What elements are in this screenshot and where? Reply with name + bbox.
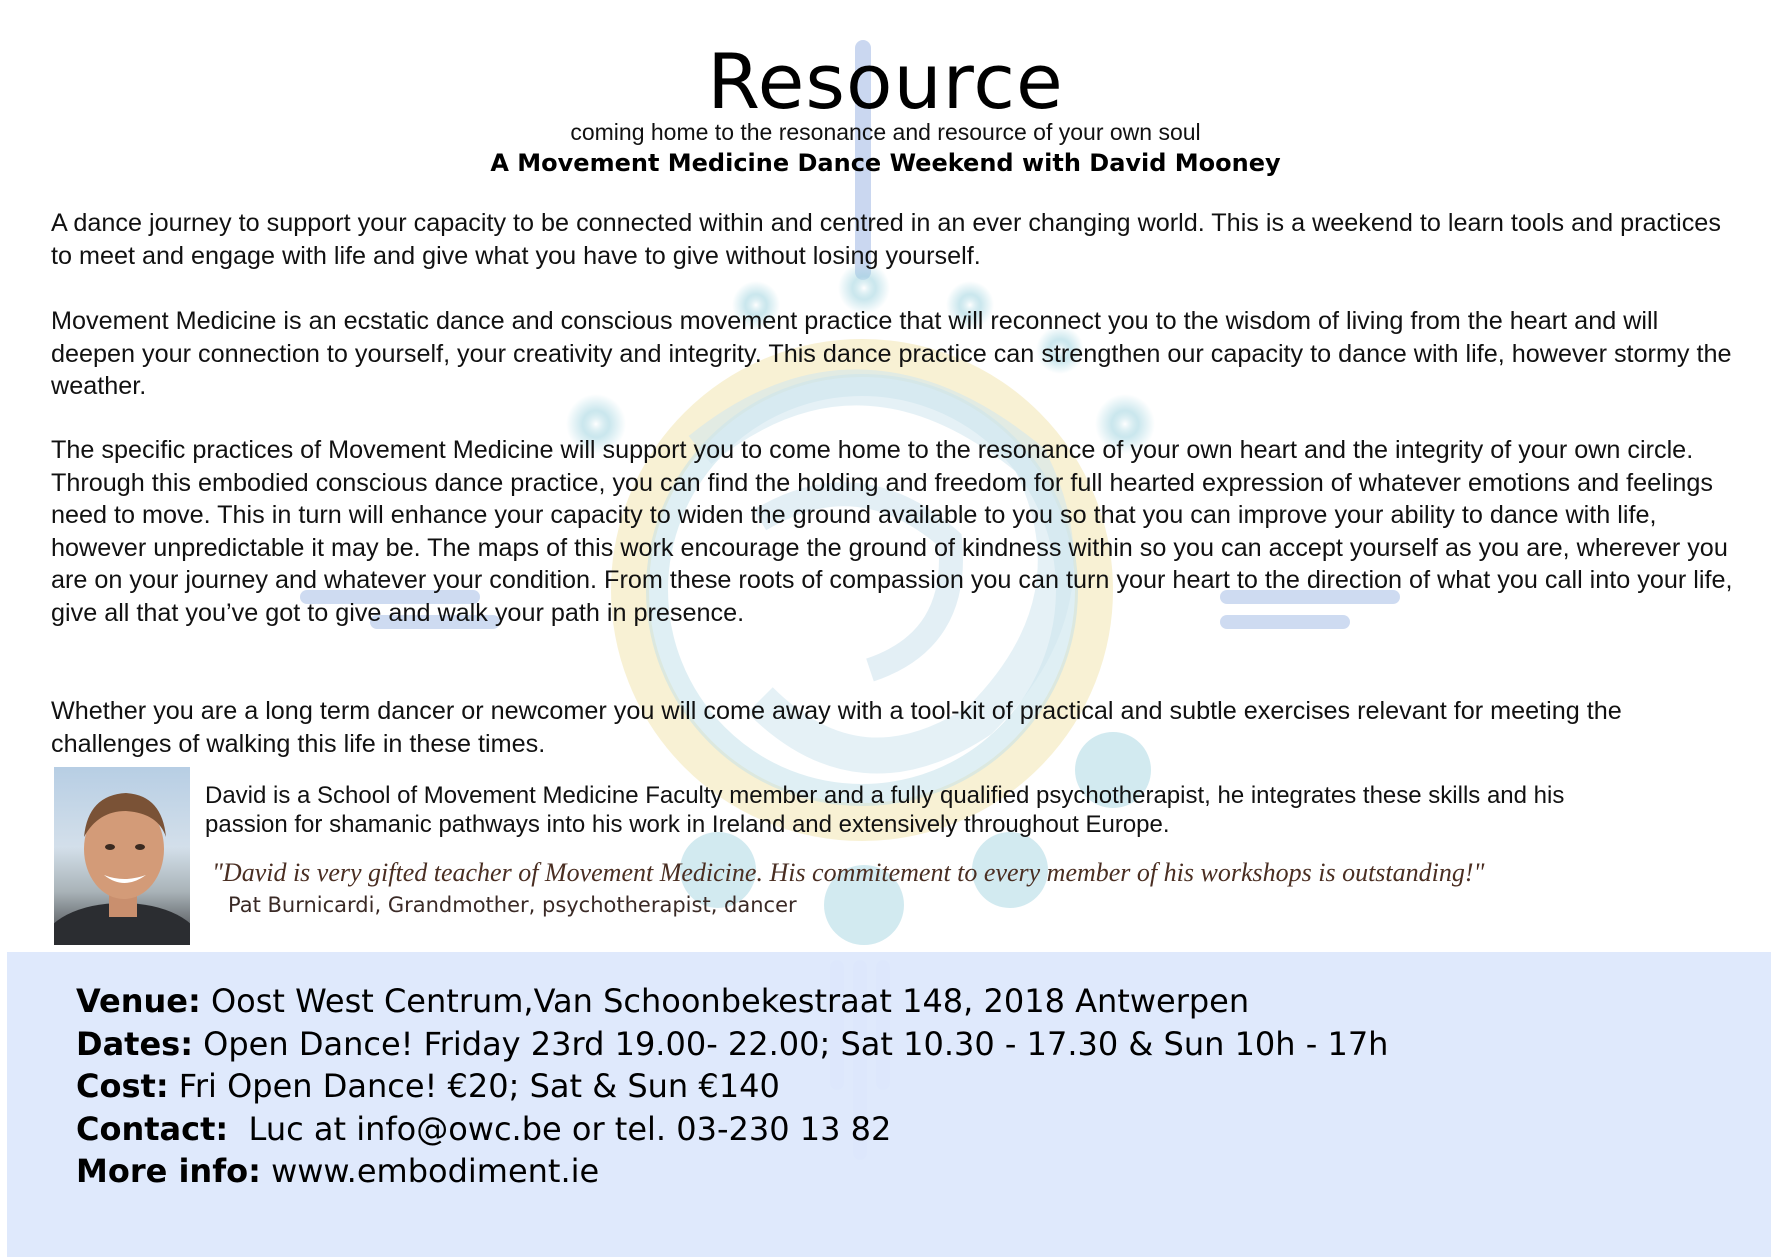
contact-row <box>76 1108 1388 1151</box>
venue-value: Oost West Centrum,Van Schoonbekestraat 148, 2018 Antwerpen <box>200 982 1250 1020</box>
page-title: Resource <box>707 37 1064 126</box>
more-info-link[interactable]: www.embodiment.ie <box>260 1152 600 1190</box>
tagline: coming home to the resonance and resource of your own soul <box>570 119 1201 145</box>
dates-value: Open Dance! Friday 23rd 19.00- 22.00; Sat 10.30 - 17.30 & Sun 10h - 17h <box>193 1024 1389 1063</box>
more-info-label: More info: <box>76 1152 261 1190</box>
venue-label: Venue: <box>76 982 201 1020</box>
cost-row <box>76 1065 1388 1108</box>
event-subtitle: A Movement Medicine Dance Weekend with David Mooney <box>490 149 1281 177</box>
practices-paragraph: The specific practices of Movement Medicine will support you to come home to the resonance of your own heart and the integrity of your own circle. Through this embodied conscious dance practice, you can find the holding and freedom for full hearted expression of whatever emotions and feelings need to move. This in turn will enhance your capacity to widen the ground available to you so that you can improve your ability to dance with life, however unpredictable it may be. The maps of this work encourage the ground of kindness within so you can accept yourself as you are, wherever you are on your journey and whatever your condition. From these roots of compassion you can turn your heart to the direction of what you call into your life, give all that you’ve got to give and walk your path in presence. <box>51 436 1733 627</box>
testimonial-quote: "David is very gifted teacher of Movement Medicine. His commitement to every member of his workshops is outstanding!" <box>212 858 1485 887</box>
cost-label: Cost: <box>76 1067 169 1105</box>
intro-paragraph: A dance journey to support your capacity to be connected within and centred in an ever changing world. This is a weekend to learn tools and practices to meet and engage with life and give what you have to give without losing yourself. <box>51 209 1721 270</box>
toolkit-paragraph: Whether you are a long term dancer or newcomer you will come away with a tool-kit of practical and subtle exercises relevant for meeting the challenges of walking this life in these times. <box>51 697 1622 758</box>
testimonial-author: Pat Burnicardi, Grandmother, psychotherapist, dancer <box>228 893 797 917</box>
dates-label: Dates: <box>76 1024 193 1063</box>
bio-text: David is a School of Movement Medicine Faculty member and a fully qualified psychotherapist, he integrates these skills and his passion for shamanic pathways into his work in Ireland and extensively throughout Europe. <box>205 782 1565 838</box>
dates-row <box>76 1023 1388 1066</box>
cost-value: Fri Open Dance! €20; Sat & Sun €140 <box>168 1067 780 1105</box>
movement-medicine-paragraph: Movement Medicine is an ecstatic dance and conscious movement practice that will reconnect you to the wisdom of living from the heart and will deepen your connection to yourself, your creativity and integrity. This dance practice can strengthen our capacity to dance with life, however stormy the weather. <box>51 307 1732 400</box>
portrait-image <box>54 767 190 945</box>
david-photo <box>54 767 190 945</box>
venue-row <box>76 980 1388 1023</box>
contact-label: Contact: <box>76 1109 229 1148</box>
contact-value: Luc at info@owc.be or tel. 03-230 13 82 <box>228 1109 892 1148</box>
event-details <box>76 980 1388 1193</box>
more-info-row <box>76 1150 1388 1193</box>
